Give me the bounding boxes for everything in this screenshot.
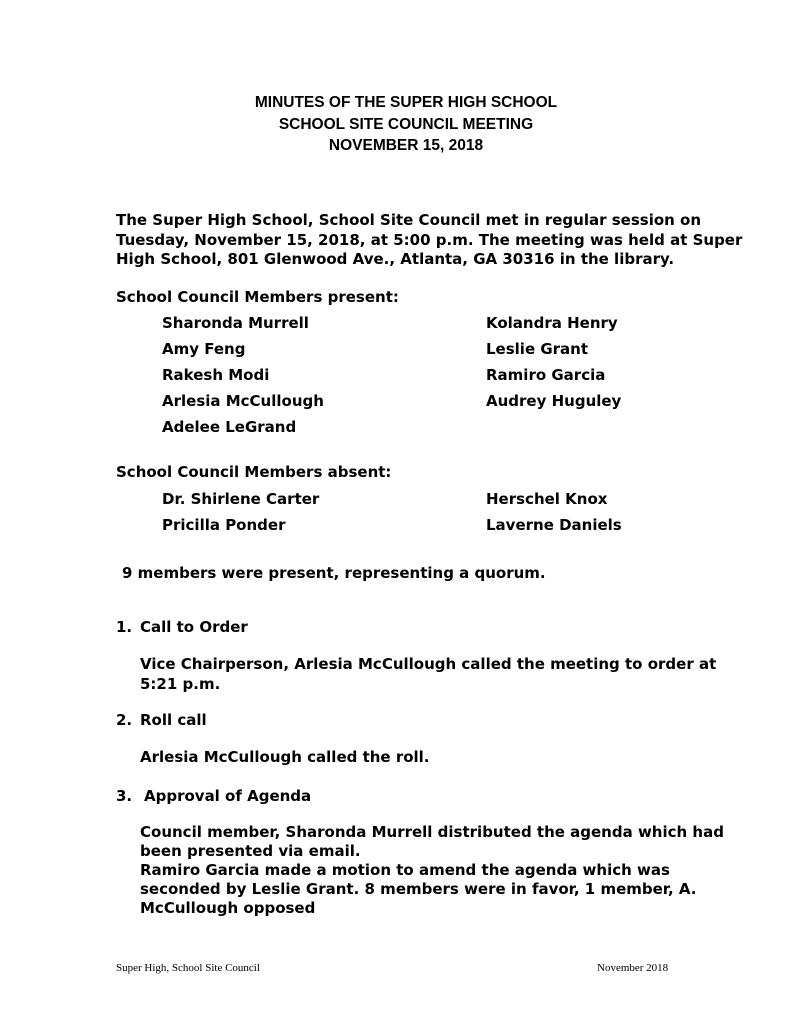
item-title: Roll call [140,711,207,729]
present-member: Amy Feng [162,340,246,358]
item-title: Approval of Agenda [144,787,312,805]
item-body-line: Council member, Sharonda Murrell distributed the agenda which had [140,823,724,841]
absent-member: Dr. Shirlene Carter [162,490,320,508]
item-body-line: Ramiro Garcia made a motion to amend the agenda which was [140,861,670,879]
item-body-line: been presented via email. [140,842,361,860]
footer-left: Super High, School Site Council [116,962,260,974]
item-title: Call to Order [140,618,248,636]
absent-member: Herschel Knox [486,490,608,508]
quorum-statement: 9 members were present, representing a quorum. [122,564,546,582]
title-line-1: MINUTES OF THE SUPER HIGH SCHOOL [254,94,558,111]
title-line-2: SCHOOL SITE COUNCIL MEETING [278,116,534,133]
present-member: Sharonda Murrell [162,314,309,332]
intro-line-3: High School, 801 Glenwood Ave., Atlanta, GA 30316 in the library. [116,250,675,268]
intro-line-1: The Super High School, School Site Council met in regular session on [116,211,702,229]
absent-member: Laverne Daniels [486,516,622,534]
intro-line-2: Tuesday, November 15, 2018, at 5:00 p.m. The meeting was held at Super [116,231,743,249]
item-body-line: Arlesia McCullough called the roll. [140,748,430,766]
present-member: Adelee LeGrand [162,418,297,436]
footer-right: November 2018 [597,962,669,974]
absent-member: Pricilla Ponder [162,516,286,534]
present-member: Kolandra Henry [486,314,618,332]
present-member: Audrey Huguley [486,392,622,410]
present-heading: School Council Members present: [116,288,399,306]
absent-heading: School Council Members absent: [116,463,392,481]
present-member: Arlesia McCullough [162,392,324,410]
item-body-line: 5:21 p.m. [140,675,221,693]
present-member: Leslie Grant [486,340,589,358]
title-line-3: NOVEMBER 15, 2018 [328,137,484,154]
item-number: 3. [116,787,133,805]
item-body-line: Vice Chairperson, Arlesia McCullough called the meeting to order at [140,655,717,673]
item-number: 1. [116,618,133,636]
present-member: Rakesh Modi [162,366,270,384]
item-number: 2. [116,711,133,729]
present-member: Ramiro Garcia [486,366,606,384]
item-body-line: McCullough opposed [140,899,316,917]
item-body-line: seconded by Leslie Grant. 8 members were in favor, 1 member, A. [140,880,697,898]
